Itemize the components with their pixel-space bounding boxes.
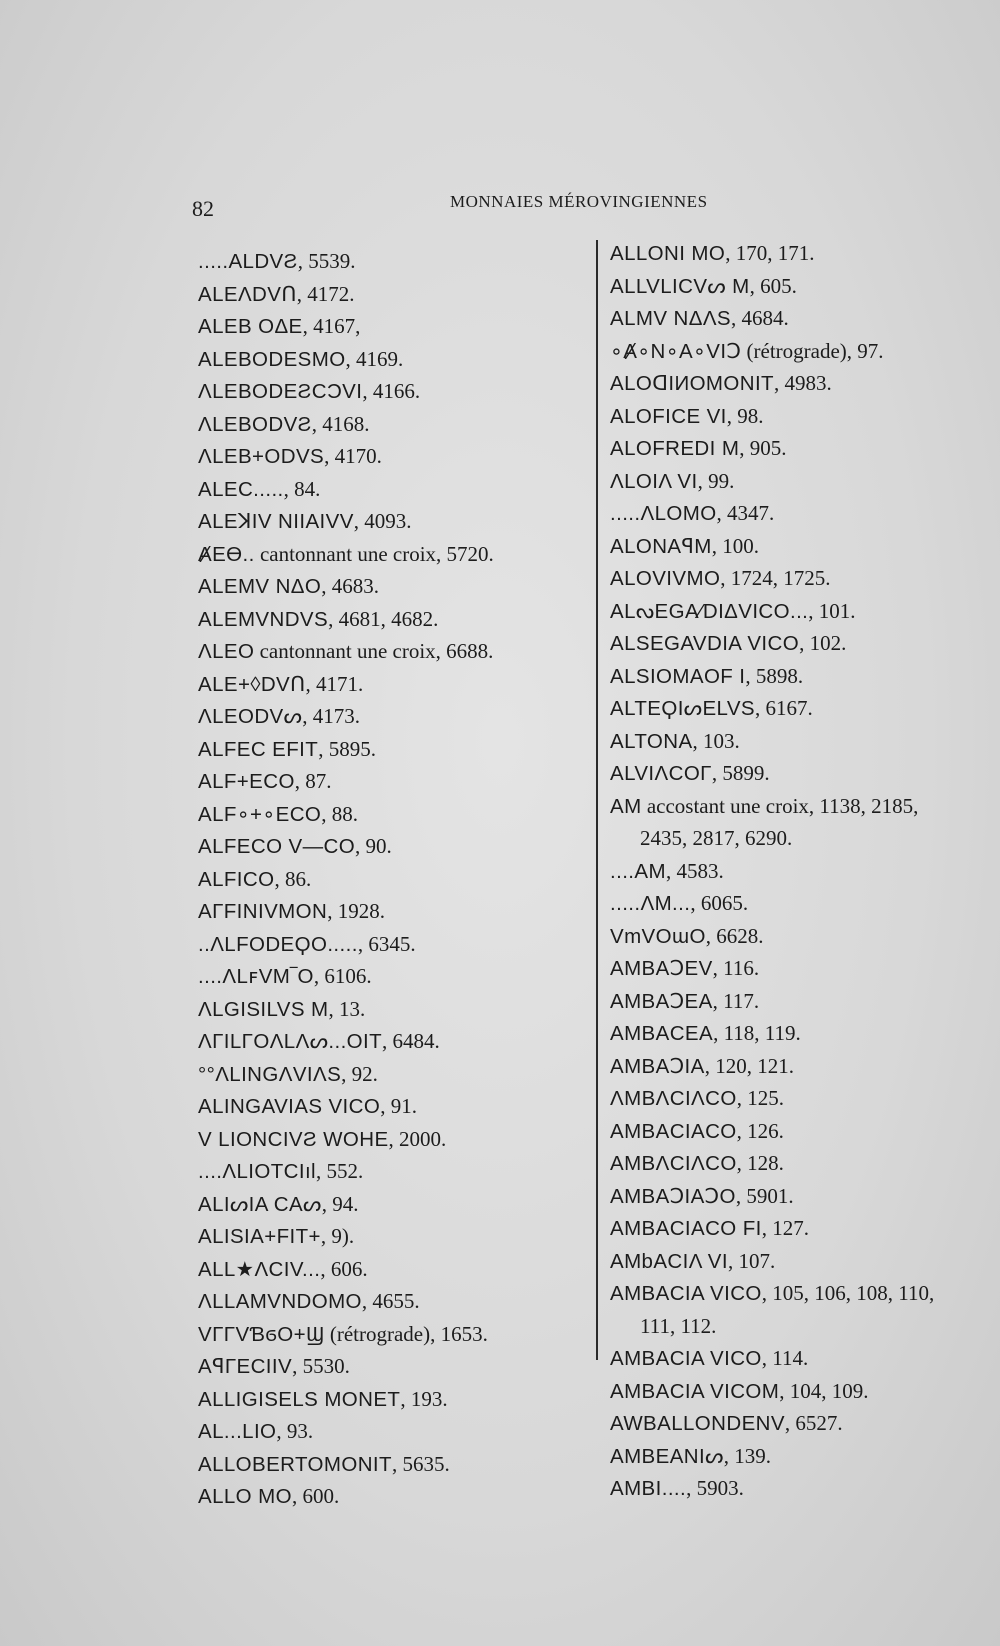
catalogue-reference: , 99. (697, 468, 735, 493)
coin-legend: AꟼΓECIIV (198, 1355, 293, 1378)
catalogue-reference: , 4583. (665, 858, 724, 883)
index-entry (610, 1245, 995, 1278)
catalogue-reference: , 126. (736, 1118, 784, 1143)
catalogue-reference: , 4172. (296, 281, 355, 306)
catalogue-reference: , 2000. (388, 1126, 447, 1151)
index-entry (198, 473, 578, 506)
coin-legend: AMbACIΛ VI (610, 1249, 728, 1273)
index-entry (610, 725, 995, 758)
coin-legend: ....AM (610, 859, 666, 883)
left-column (198, 245, 578, 1513)
coin-legend: ....ΛLꜰVM‾O (198, 965, 314, 988)
coin-legend: ΛLEBODVƧ (198, 412, 312, 436)
catalogue-reference: , 5635. (391, 1451, 450, 1476)
coin-legend: AMBAꓛIA (610, 1054, 705, 1078)
catalogue-reference: , 5899. (711, 761, 770, 785)
coin-legend: ΛLEB+ODVS (198, 445, 325, 468)
catalogue-reference: , 91. (380, 1094, 417, 1118)
coin-legend: ....ΛLIOTCIıl (198, 1160, 316, 1183)
index-entry (610, 1082, 995, 1115)
coin-legend: ALEꓘIV NIIAIVV (198, 510, 354, 533)
index-entry (198, 1480, 578, 1513)
catalogue-reference: 2435, 2817, 6290. (640, 826, 793, 850)
index-entry (610, 757, 995, 790)
catalogue-reference: , 6628. (705, 923, 764, 948)
coin-legend: ALFICO (198, 867, 275, 891)
catalogue-reference: , 4171. (305, 671, 364, 696)
index-entry (610, 1310, 995, 1343)
catalogue-reference: , 4347. (716, 501, 775, 525)
coin-legend: ALL★ΛCIV... (198, 1257, 321, 1281)
index-entry (198, 765, 578, 798)
coin-legend: ALOꓷIИOMONIT (610, 372, 774, 395)
coin-legend: VmVOɯO (610, 924, 706, 948)
catalogue-reference: , 4173. (302, 704, 361, 728)
catalogue-reference: , 600. (291, 1484, 340, 1508)
catalogue-reference: , 1928. (327, 899, 385, 923)
coin-legend: AWBALLONDENV (610, 1412, 785, 1435)
coin-legend: ΛLGISILVS M (198, 997, 329, 1021)
coin-legend: ALLVLICVᔕ M (610, 274, 750, 298)
index-entry (198, 960, 578, 993)
coin-legend: ALEMV NΔO (198, 575, 322, 598)
catalogue-reference: , 552. (316, 1159, 364, 1183)
catalogue-reference: , 605. (749, 273, 797, 298)
coin-legend: AMBAꓛEV (610, 957, 713, 980)
coin-legend: ΛMBΛCIΛCO (610, 1087, 737, 1110)
index-entry (198, 798, 578, 831)
coin-legend: ALEBODESMO (198, 347, 346, 371)
catalogue-reference: , 905. (739, 436, 787, 460)
coin-legend: AMBΛCIΛCO (610, 1152, 737, 1175)
index-entry (610, 822, 995, 855)
coin-legend: AMBACIA VICO (610, 1282, 762, 1305)
index-entry (610, 595, 995, 628)
index-entry (610, 1440, 995, 1473)
catalogue-reference: , 87. (294, 769, 332, 793)
index-entry (610, 1375, 995, 1408)
index-entry (198, 1220, 578, 1253)
coin-legend: ..ΛLFODEϘO..... (198, 932, 358, 956)
coin-legend: AMBACIA VICO (610, 1347, 762, 1370)
catalogue-reference: , 104, 109. (779, 1378, 869, 1403)
coin-legend: ALSIOMAOF I (610, 664, 746, 688)
index-entry (610, 1147, 995, 1180)
coin-legend: AMBI.... (610, 1477, 687, 1500)
catalogue-reference: , 6345. (357, 931, 416, 956)
catalogue-reference: , 120, 121. (704, 1053, 794, 1078)
catalogue-reference: , 128. (736, 1151, 784, 1175)
coin-legend: AMBEANIᔕ (610, 1444, 724, 1468)
catalogue-reference: , 5895. (318, 736, 376, 761)
index-entry (610, 1017, 995, 1050)
index-entry (198, 1448, 578, 1481)
coin-legend: ΛLLAMVNDOMO (198, 1290, 362, 1313)
coin-legend: ΛΓILΓOΛLΛᔕ...OIT (198, 1030, 383, 1053)
index-entry (198, 895, 578, 928)
index-entry (198, 1350, 578, 1383)
coin-legend: .....ΛLOMO (610, 502, 717, 525)
coin-legend: ALᔓEGA⁄DIΔVICO... (610, 599, 809, 623)
index-entry (610, 627, 995, 660)
catalogue-reference: accostant une croix, 1138, 2185, (641, 793, 919, 818)
catalogue-reference: , 118, 119. (713, 1021, 801, 1045)
index-entry (198, 408, 578, 441)
coin-legend: ALLO MO (198, 1485, 292, 1508)
index-entry (198, 375, 578, 408)
index-entry (610, 1050, 995, 1083)
catalogue-reference: , 98. (726, 403, 764, 428)
index-entry (610, 497, 995, 530)
coin-legend: VΓΓVƁϭO+Ϣ (198, 1322, 325, 1346)
catalogue-reference: , 6167. (754, 696, 813, 720)
catalogue-reference: , 125. (736, 1086, 784, 1110)
coin-legend: ALINGAVIAS VICO (198, 1095, 381, 1118)
index-entry (198, 1090, 578, 1123)
catalogue-reference: , 193. (400, 1386, 448, 1411)
catalogue-reference: , 84. (283, 476, 321, 501)
index-entry (610, 660, 995, 693)
catalogue-reference: , 86. (274, 866, 312, 891)
coin-legend: ALTEϘIᔕELVS (610, 697, 755, 720)
index-entry (610, 335, 995, 368)
coin-legend: ALEΛDVՈ (198, 282, 297, 306)
catalogue-reference: , 1724, 1725. (720, 566, 831, 590)
column-divider (596, 240, 598, 1360)
index-entry (198, 1253, 578, 1286)
index-entry (198, 830, 578, 863)
catalogue-reference: , 606. (320, 1256, 368, 1281)
index-entry (610, 855, 995, 888)
catalogue-reference: , 4168. (311, 411, 370, 436)
coin-legend: .....ΛM... (610, 892, 691, 915)
coin-legend: ALF∘+∘ECO (198, 802, 322, 826)
coin-legend: AΓFINIVMON (198, 900, 328, 923)
catalogue-reference: , 4166. (362, 379, 421, 403)
catalogue-reference: , 117. (712, 988, 760, 1013)
catalogue-reference: , 4681, 4682. (328, 606, 439, 631)
index-entry (610, 1115, 995, 1148)
coin-legend: AL...LIO (198, 1420, 277, 1443)
coin-legend: ALFECO V—CO (198, 835, 356, 858)
index-entry (198, 668, 578, 701)
catalogue-reference: (rétrograde), 1653. (324, 1321, 488, 1346)
page-number: 82 (192, 196, 214, 221)
coin-legend: ALSEGAVDIA VICO (610, 632, 800, 655)
index-entry (610, 530, 995, 563)
catalogue-reference: , 6065. (690, 891, 749, 915)
catalogue-reference: , 4169. (345, 346, 404, 371)
catalogue-reference: , 6106. (313, 964, 372, 988)
catalogue-reference: 111, 112. (640, 1313, 717, 1338)
index-entry (610, 1277, 995, 1310)
index-entry (610, 692, 995, 725)
coin-legend: AMBACIACO FI (610, 1217, 762, 1240)
catalogue-reference: , 105, 106, 108, 110, (761, 1281, 935, 1305)
index-entry (198, 310, 578, 343)
coin-legend: ΛLOIΛ VI (610, 469, 698, 493)
coin-legend: ALOFREDI M (610, 437, 740, 460)
catalogue-reference: , 5539. (297, 249, 356, 273)
index-entry (610, 1407, 995, 1440)
index-entry (198, 1025, 578, 1058)
coin-legend: °°ΛLINGΛVIΛS (198, 1062, 342, 1086)
catalogue-reference: , 4655. (361, 1289, 420, 1313)
index-entry (610, 790, 995, 823)
index-entry (198, 928, 578, 961)
index-entry (198, 1318, 578, 1351)
coin-legend: ALLOBERTOMONIT (198, 1452, 392, 1476)
catalogue-reference: , 103. (692, 728, 740, 753)
index-entry (610, 237, 995, 270)
coin-legend: ΛLEBODEƧϹϽVI (198, 380, 363, 403)
catalogue-reference: , 93. (276, 1419, 314, 1443)
index-entry (198, 700, 578, 733)
coin-legend: ALIᔕIA CAᔕ (198, 1192, 322, 1216)
coin-legend: V LIONCIVƧ WOHE (198, 1127, 389, 1151)
coin-legend: ALONAꟼM (610, 534, 712, 558)
index-entry (198, 1285, 578, 1318)
index-entry (610, 1180, 995, 1213)
catalogue-reference: , 116. (712, 956, 760, 980)
coin-legend: ALFEC EFIT (198, 737, 319, 761)
index-entry (610, 367, 995, 400)
coin-legend: ALEB OΔE (198, 315, 303, 338)
index-entry (198, 603, 578, 636)
coin-legend: ALOFICE VI (610, 404, 727, 428)
coin-legend: ΛLEODVᔕ (198, 705, 303, 728)
catalogue-reference: , 100. (711, 533, 759, 558)
catalogue-reference: , 6484. (382, 1029, 440, 1053)
index-entry (198, 1058, 578, 1091)
index-entry (610, 270, 995, 303)
coin-legend: ALF+ECO (198, 770, 295, 793)
catalogue-reference: cantonnant une croix, 5720. (254, 541, 494, 566)
catalogue-reference: , 13. (328, 996, 366, 1021)
running-header: MONNAIES MÉROVINGIENNES (450, 192, 708, 211)
coin-legend: AMBACEA (610, 1022, 714, 1045)
index-entry (610, 920, 995, 953)
coin-legend: ALLIGISELS MONET (198, 1387, 401, 1411)
index-entry (610, 562, 995, 595)
catalogue-reference: , 107. (727, 1248, 776, 1273)
index-entry (198, 1415, 578, 1448)
coin-legend: AMBACIACO (610, 1119, 737, 1143)
index-entry (610, 985, 995, 1018)
coin-legend: AM (610, 794, 642, 818)
coin-legend: AMBAꓛEA (610, 989, 713, 1013)
index-entry (198, 1155, 578, 1188)
index-entry (610, 465, 995, 498)
catalogue-reference: , 4684. (731, 306, 789, 330)
catalogue-reference: , 94. (321, 1191, 359, 1216)
catalogue-reference: , 4093. (353, 509, 412, 533)
coin-legend: ȺEϴ.. (198, 542, 255, 566)
coin-legend: ALVIΛCOΓ (610, 762, 712, 785)
catalogue-reference: , 6527. (784, 1411, 843, 1435)
index-entry (610, 1342, 995, 1375)
catalogue-reference: , 88. (321, 801, 359, 826)
index-entry (610, 887, 995, 920)
catalogue-reference: , 92. (341, 1061, 378, 1086)
right-column (610, 237, 995, 1505)
index-entry (198, 440, 578, 473)
coin-legend: ALEC..... (198, 477, 284, 501)
catalogue-reference: , 4167, (302, 314, 361, 338)
index-entry (198, 993, 578, 1026)
catalogue-reference: , 4683. (321, 574, 379, 598)
coin-legend: ALEMVNDVS (198, 607, 329, 631)
catalogue-reference: , 170, 171. (725, 241, 815, 265)
index-entry (610, 1472, 995, 1505)
coin-legend: .....ALDVƧ (198, 250, 298, 273)
index-entry (610, 1212, 995, 1245)
coin-legend: ALOVIVMO (610, 567, 721, 590)
catalogue-reference: , 127. (761, 1216, 809, 1240)
coin-legend: ALTONA (610, 729, 693, 753)
coin-legend: ∘Ⱥ∘N∘A∘VIꓛ (610, 339, 742, 363)
index-entry (610, 302, 995, 335)
catalogue-reference: , 9). (320, 1224, 355, 1248)
index-entry (198, 635, 578, 668)
index-entry (198, 538, 578, 571)
index-entry (198, 278, 578, 311)
catalogue-reference: , 101. (808, 598, 856, 623)
index-entry (198, 863, 578, 896)
catalogue-reference: , 4170. (324, 444, 382, 468)
index-entry (198, 1383, 578, 1416)
index-entry (198, 733, 578, 766)
coin-legend: ALE+◊DVՈ (198, 672, 306, 696)
coin-legend: ALMV NΔΛS (610, 307, 731, 330)
catalogue-reference: , 5903. (686, 1476, 744, 1500)
index-entry (610, 952, 995, 985)
index-entry (198, 1188, 578, 1221)
coin-legend: AMBACIA VICOM (610, 1379, 780, 1403)
index-entry (610, 400, 995, 433)
catalogue-reference: , 114. (761, 1346, 809, 1370)
index-entry (198, 343, 578, 376)
catalogue-reference: (rétrograde), 97. (741, 338, 884, 363)
index-entry (610, 432, 995, 465)
coin-legend: ALLONI MO (610, 242, 726, 265)
index-entry (198, 245, 578, 278)
catalogue-reference: , 102. (799, 631, 847, 655)
coin-legend: ΛLEO (198, 640, 255, 663)
catalogue-reference: , 4983. (773, 371, 832, 395)
catalogue-reference: , 5898. (745, 663, 804, 688)
catalogue-reference: , 139. (723, 1443, 771, 1468)
catalogue-reference: , 5530. (292, 1354, 350, 1378)
catalogue-reference: cantonnant une croix, 6688. (254, 639, 494, 663)
index-entry (198, 1123, 578, 1156)
index-entry (198, 505, 578, 538)
coin-legend: ALISIA+FIT+ (198, 1225, 321, 1248)
catalogue-reference: , 5901. (735, 1183, 794, 1208)
coin-legend: AMBAꓛIAꓛO (610, 1184, 736, 1208)
catalogue-reference: , 90. (355, 834, 392, 858)
index-entry (198, 570, 578, 603)
